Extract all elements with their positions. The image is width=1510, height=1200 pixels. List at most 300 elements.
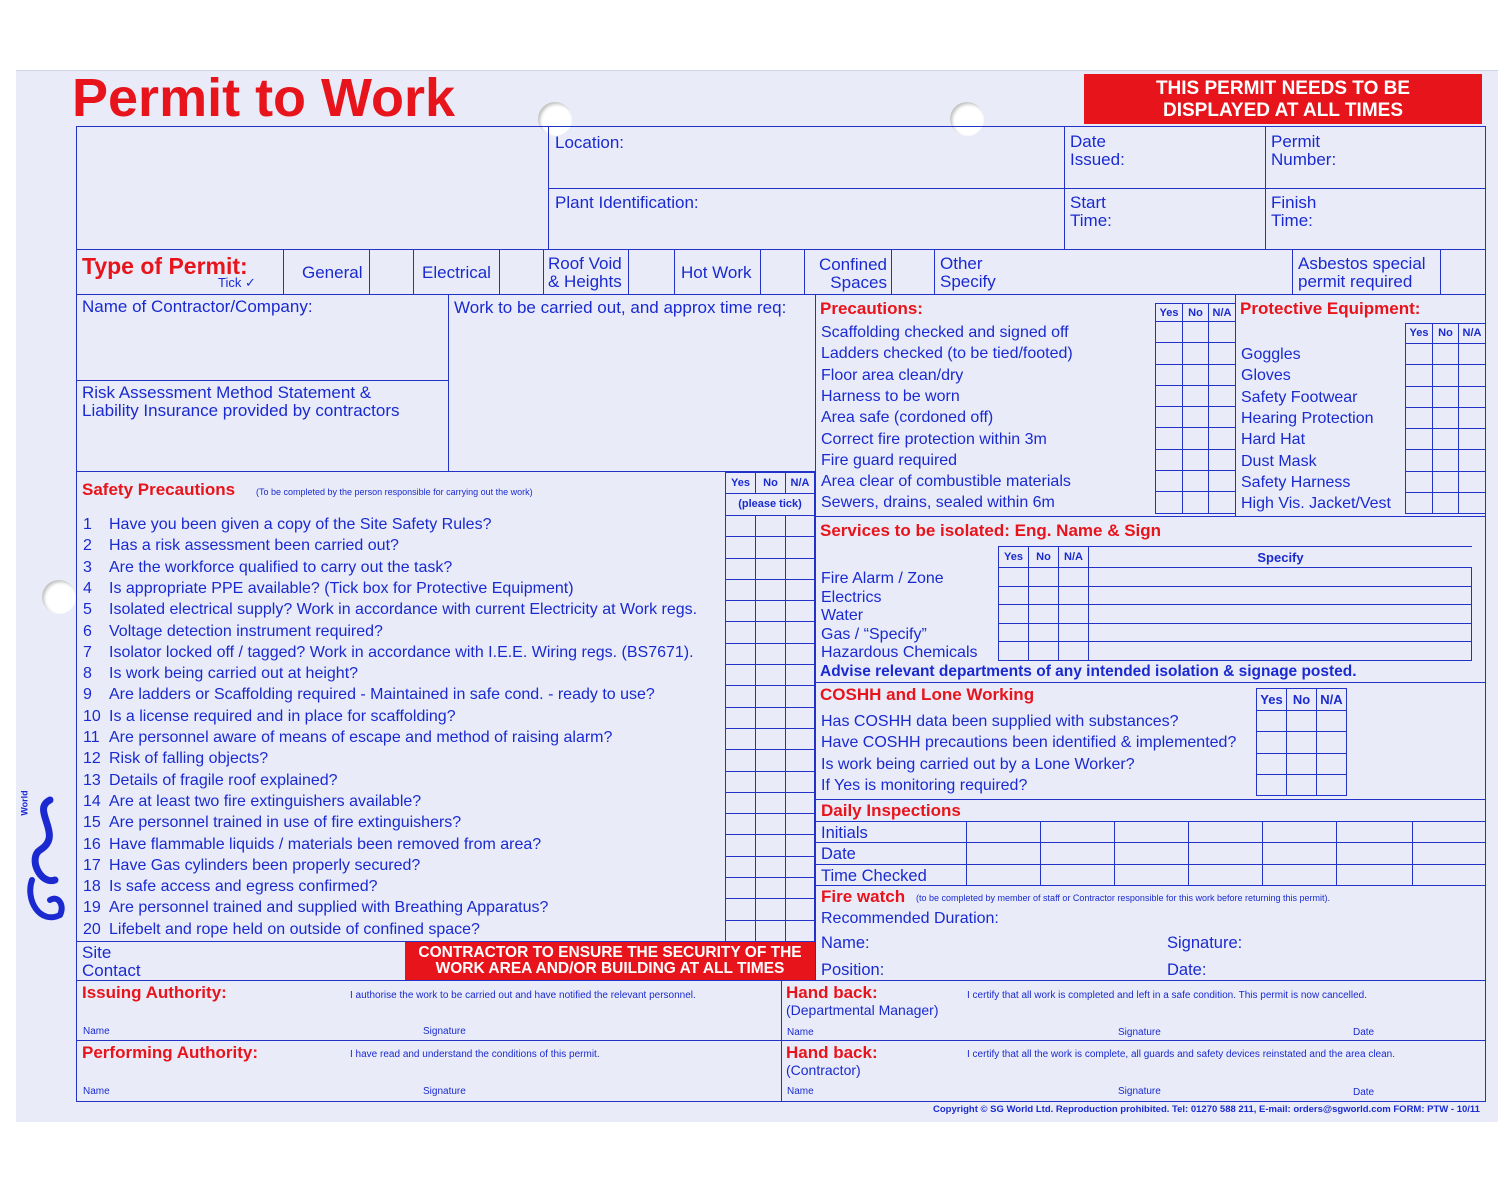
handback-manager-name-field[interactable]: Name	[787, 1027, 814, 1038]
tick-box[interactable]	[756, 857, 786, 878]
tick-box[interactable]	[726, 793, 756, 814]
tick-box[interactable]	[1406, 387, 1433, 408]
question-text: Are personnel trained and supplied with Breathing Apparatus?	[109, 899, 549, 917]
tick-box[interactable]	[1183, 343, 1209, 364]
column-divider	[1336, 821, 1337, 885]
performing-name-field[interactable]: Name	[83, 1086, 110, 1097]
display-banner	[1084, 74, 1482, 124]
tick-box[interactable]	[1156, 322, 1183, 343]
tick-box[interactable]	[756, 644, 786, 665]
tick-box[interactable]	[1209, 450, 1236, 471]
asbestos-line-2: permit required	[1298, 272, 1413, 291]
tick-box[interactable]	[726, 708, 756, 729]
inspection-cell[interactable]	[1040, 821, 1114, 842]
tick-box[interactable]	[1406, 493, 1433, 514]
tick-box[interactable]	[726, 537, 756, 558]
question-number: 12	[83, 750, 101, 768]
start-time-field[interactable]	[1070, 194, 1112, 230]
tick-box[interactable]	[756, 708, 786, 729]
tick-box[interactable]	[726, 686, 756, 707]
roof-void-line-1: Roof Void	[548, 254, 622, 273]
tick-box[interactable]	[1406, 429, 1433, 450]
tick-box[interactable]	[1406, 365, 1433, 386]
fire-watch-title: Fire watch	[821, 887, 906, 906]
tick-box[interactable]	[726, 857, 756, 878]
column-divider	[1040, 821, 1041, 885]
tick-box[interactable]	[786, 516, 815, 537]
tick-box[interactable]	[726, 622, 756, 643]
tick-box[interactable]	[1059, 568, 1089, 587]
tick-box[interactable]	[786, 750, 815, 771]
issuing-authority-statement: I authorise the work to be carried out and have notified the relevant personnel.	[350, 990, 696, 1001]
risk-line-1: Risk Assessment Method Statement &	[82, 383, 372, 402]
tick-box[interactable]	[1209, 386, 1236, 407]
tick-box[interactable]	[1459, 365, 1486, 386]
inspection-row-label: Date	[821, 845, 856, 864]
tick-box[interactable]	[1406, 450, 1433, 471]
tick-box[interactable]	[756, 899, 786, 920]
fire-watch-name-field[interactable]: Name:	[821, 934, 870, 952]
coshh-tickgrid	[1256, 688, 1347, 796]
question-text: Is a license required and in place for scaffolding?	[109, 707, 456, 725]
permit-type-confined-spaces	[812, 256, 887, 292]
tick-box[interactable]	[1029, 642, 1059, 661]
question-number: 15	[83, 814, 101, 832]
tick-box[interactable]	[756, 537, 786, 558]
safety-precautions-title: Safety Precautions	[82, 480, 236, 499]
tick-box[interactable]	[786, 686, 815, 707]
tick-box[interactable]	[1317, 754, 1347, 775]
ppe-item: Gloves	[1241, 367, 1291, 385]
tick-box[interactable]	[1433, 387, 1459, 408]
inspection-cell[interactable]	[1040, 842, 1114, 863]
tick-box[interactable]	[1029, 605, 1059, 624]
handback-manager-statement: I certify that all work is completed and left in a safe condition. This permit is now cancelled.	[967, 990, 1368, 1001]
tick-box[interactable]	[1183, 428, 1209, 449]
coshh-item: Has COSHH data been supplied with substances?	[821, 713, 1179, 730]
daily-inspections-title: Daily Inspections	[821, 801, 961, 820]
question-text: Are at least two fire extinguishers available?	[109, 792, 422, 810]
copyright-footer: Copyright © SG World Ltd. Reproduction prohibited. Tel: 01270 588 211, E-mail: orders@sgworld.com FORM: PTW - 10/11	[933, 1104, 1480, 1115]
tick-box[interactable]	[786, 644, 815, 665]
tick-box[interactable]	[1287, 732, 1317, 753]
tick-box[interactable]	[786, 921, 815, 942]
tick-box[interactable]	[726, 878, 756, 899]
security-warning-banner	[405, 942, 815, 980]
tick-box[interactable]	[999, 587, 1029, 606]
tick-box[interactable]	[1183, 386, 1209, 407]
risk-assessment-field[interactable]	[82, 384, 400, 420]
tick-box[interactable]	[756, 772, 786, 793]
question-text: Are the workforce qualified to carry out the task?	[109, 558, 453, 576]
tick-box[interactable]	[1209, 365, 1236, 386]
tick-box-confined-spaces[interactable]	[892, 250, 934, 293]
tick-box[interactable]	[756, 516, 786, 537]
issuing-signature-field[interactable]: Signature	[423, 1026, 466, 1037]
tick-box[interactable]	[786, 878, 815, 899]
tick-box[interactable]	[756, 580, 786, 601]
confined-line-2: Spaces	[830, 273, 887, 292]
tick-box[interactable]	[786, 814, 815, 835]
tick-box[interactable]	[756, 814, 786, 835]
specify-field[interactable]	[1089, 587, 1472, 606]
question-number: 14	[83, 792, 101, 810]
tick-box[interactable]	[726, 601, 756, 622]
tick-box[interactable]	[999, 605, 1029, 624]
question-number: 10	[83, 707, 101, 725]
tick-box[interactable]	[756, 601, 786, 622]
handback-manager-date-field[interactable]: Date	[1353, 1027, 1375, 1038]
question-number: 4	[83, 579, 92, 597]
tick-box[interactable]	[1406, 344, 1433, 365]
tick-box[interactable]	[756, 793, 786, 814]
precautions-tickgrid	[1155, 303, 1236, 514]
column-divider	[966, 821, 967, 885]
service-item: Water	[821, 607, 864, 625]
ppe-item: Safety Harness	[1241, 473, 1351, 491]
inspection-cell[interactable]	[1336, 864, 1412, 885]
coshh-item: Have COSHH precautions been identified & implemented?	[821, 734, 1237, 752]
tick-box[interactable]	[786, 835, 815, 856]
tick-box[interactable]	[726, 516, 756, 537]
tick-box[interactable]	[1433, 365, 1459, 386]
performing-authority-title: Performing Authority:	[82, 1043, 258, 1062]
specify-field[interactable]	[1089, 568, 1472, 587]
column-header: No	[1183, 304, 1209, 322]
tick-box[interactable]	[756, 729, 786, 750]
sg-world-logo	[20, 790, 70, 930]
site-contact-line-2: Contact	[82, 961, 141, 980]
tick-box[interactable]	[999, 642, 1029, 661]
inspection-cell[interactable]	[1412, 821, 1486, 842]
coshh-item: Is work being carried out by a Lone Worker?	[821, 755, 1135, 773]
tick-box[interactable]	[1433, 450, 1459, 471]
start-time-line-1: Start	[1070, 193, 1106, 212]
specify-field[interactable]	[1089, 624, 1472, 643]
issuing-name-field[interactable]: Name	[83, 1026, 110, 1037]
services-title: Services to be isolated: Eng. Name & Sign	[820, 521, 1162, 540]
tick-box-asbestos[interactable]	[1441, 250, 1485, 293]
column-header: Yes	[1257, 689, 1287, 711]
tick-box[interactable]	[726, 835, 756, 856]
tick-box[interactable]	[1059, 587, 1089, 606]
question-number: 3	[83, 558, 92, 576]
tick-box[interactable]	[1059, 624, 1089, 643]
tick-box[interactable]	[726, 644, 756, 665]
tick-box[interactable]	[1029, 587, 1059, 606]
column-divider	[1412, 821, 1413, 885]
inspection-cell[interactable]	[1262, 864, 1336, 885]
question-number: 17	[83, 856, 101, 874]
tick-box[interactable]	[1156, 386, 1183, 407]
tick-box[interactable]	[726, 665, 756, 686]
question-text: Risk of falling objects?	[109, 750, 269, 768]
inspection-cell[interactable]	[1262, 842, 1336, 863]
tick-box[interactable]	[1433, 493, 1459, 514]
tick-box[interactable]	[726, 729, 756, 750]
tick-box[interactable]	[1183, 407, 1209, 428]
precaution-item: Scaffolding checked and signed off	[821, 324, 1069, 341]
tick-box[interactable]	[756, 686, 786, 707]
tick-box[interactable]	[1317, 711, 1347, 732]
tick-box[interactable]	[1433, 472, 1459, 493]
tick-box[interactable]	[1209, 343, 1236, 364]
inspection-cell[interactable]	[1040, 864, 1114, 885]
tick-box[interactable]	[1287, 754, 1317, 775]
tick-box[interactable]	[1059, 605, 1089, 624]
inspection-cell[interactable]	[1412, 864, 1486, 885]
tick-box[interactable]	[1257, 775, 1287, 796]
precaution-item: Harness to be worn	[821, 387, 960, 405]
question-text: Are personnel aware of means of escape and method of raising alarm?	[109, 729, 613, 746]
tick-box[interactable]	[726, 750, 756, 771]
column-header: Yes	[1406, 324, 1433, 344]
question-number: 2	[83, 537, 92, 555]
column-header: No	[1029, 547, 1059, 568]
tick-box[interactable]	[1183, 365, 1209, 386]
services-grid	[998, 546, 1472, 661]
performing-signature-field[interactable]: Signature	[423, 1086, 466, 1097]
tick-box[interactable]	[786, 665, 815, 686]
tick-box[interactable]	[999, 568, 1029, 587]
tick-box[interactable]	[756, 835, 786, 856]
column-header: Yes	[999, 547, 1029, 568]
finish-time-line-2: Time:	[1271, 211, 1313, 230]
tick-box[interactable]	[756, 750, 786, 771]
service-item: Gas / “Specify”	[821, 625, 927, 643]
tick-box[interactable]	[1287, 711, 1317, 732]
question-text: Is safe access and egress confirmed?	[109, 878, 378, 896]
tick-box[interactable]	[1459, 493, 1486, 514]
tick-box[interactable]	[1183, 450, 1209, 471]
tick-box-hot-work[interactable]	[761, 250, 804, 293]
column-header: No	[1287, 689, 1317, 711]
tick-box[interactable]	[1459, 387, 1486, 408]
tick-box[interactable]	[726, 559, 756, 580]
inspection-cell[interactable]	[1336, 821, 1412, 842]
tick-box[interactable]	[1183, 492, 1209, 513]
question-number: 16	[83, 835, 101, 853]
tick-box[interactable]	[756, 878, 786, 899]
tick-box[interactable]	[999, 624, 1029, 643]
tick-hint: Tick ✓	[218, 275, 256, 290]
handback-contractor-name-field[interactable]: Name	[787, 1086, 814, 1097]
tick-box[interactable]	[1459, 344, 1486, 365]
tick-box[interactable]	[1156, 428, 1183, 449]
finish-time-line-1: Finish	[1271, 193, 1317, 212]
tick-box[interactable]	[1433, 344, 1459, 365]
tick-box[interactable]	[786, 537, 815, 558]
tick-box[interactable]	[1156, 407, 1183, 428]
tick-box[interactable]	[1156, 343, 1183, 364]
question-text: Have Gas cylinders been properly secured?	[109, 856, 421, 874]
tick-box[interactable]	[786, 793, 815, 814]
tick-box[interactable]	[786, 601, 815, 622]
tick-box[interactable]	[1459, 429, 1486, 450]
tick-box[interactable]	[756, 559, 786, 580]
please-tick-label: (please tick)	[726, 494, 815, 516]
permit-type-other-specify[interactable]	[940, 255, 996, 291]
handback-manager-signature-field[interactable]: Signature	[1118, 1027, 1161, 1038]
question-number: 19	[83, 899, 101, 917]
tick-box[interactable]	[786, 708, 815, 729]
service-item: Electrics	[821, 588, 882, 606]
coshh-title: COSHH and Lone Working	[820, 685, 1035, 704]
tick-box[interactable]	[786, 580, 815, 601]
performing-authority-statement: I have read and understand the conditions of this permit.	[350, 1049, 600, 1060]
specify-field[interactable]	[1089, 642, 1472, 661]
finish-time-field[interactable]	[1271, 194, 1316, 230]
tick-box[interactable]	[1433, 429, 1459, 450]
work-description-field[interactable]: Work to be carried out, and approx time req:	[454, 298, 787, 317]
warning-line-1: CONTRACTOR TO ENSURE THE SECURITY OF THE	[418, 944, 802, 961]
inspection-cell[interactable]	[1188, 821, 1262, 842]
tick-box[interactable]	[1459, 472, 1486, 493]
inspection-cell[interactable]	[966, 821, 1040, 842]
tick-box-general[interactable]	[370, 250, 413, 293]
tick-box-roof-void[interactable]	[629, 250, 674, 293]
inspection-cell[interactable]	[1114, 842, 1188, 863]
ppe-item: High Vis. Jacket/Vest	[1241, 495, 1391, 513]
specify-field[interactable]	[1089, 605, 1472, 624]
question-text: Have you been given a copy of the Site Safety Rules?	[109, 516, 492, 533]
type-of-permit-label: Type of Permit:	[82, 253, 248, 279]
precaution-item: Ladders checked (to be tied/footed)	[821, 345, 1073, 363]
risk-line-2: Liability Insurance provided by contractors	[82, 401, 400, 420]
fire-watch-date-field[interactable]: Date:	[1167, 961, 1207, 979]
logo-world-text: World	[19, 790, 30, 816]
tick-box[interactable]	[786, 729, 815, 750]
tick-box[interactable]	[786, 857, 815, 878]
question-text: Isolator locked off / tagged? Work in accordance with I.E.E. Wiring regs. (BS7671).	[109, 643, 694, 661]
inspection-cell[interactable]	[1114, 864, 1188, 885]
recommended-duration-field[interactable]: Recommended Duration:	[821, 910, 999, 927]
tick-box[interactable]	[1459, 450, 1486, 471]
tick-box[interactable]	[1059, 642, 1089, 661]
safety-precautions-note: (To be completed by the person responsible for carrying out the work)	[256, 487, 533, 497]
inspection-cell[interactable]	[1336, 842, 1412, 863]
inspection-cell[interactable]	[966, 842, 1040, 863]
site-contact-field[interactable]	[82, 944, 141, 980]
plant-identification-field[interactable]: Plant Identification:	[555, 193, 699, 212]
handback-contractor-date-field[interactable]: Date	[1353, 1087, 1375, 1098]
question-text: Has a risk assessment been carried out?	[109, 537, 399, 555]
tick-box[interactable]	[1183, 322, 1209, 343]
inspection-row-label: Initials	[821, 824, 868, 842]
warning-line-2: WORK AREA AND/OR BUILDING AT ALL TIMES	[435, 960, 785, 977]
safety-tickgrid	[725, 472, 815, 942]
question-number: 8	[83, 665, 92, 683]
tick-box[interactable]	[756, 665, 786, 686]
inspection-cell[interactable]	[1262, 821, 1336, 842]
tick-box[interactable]	[1183, 471, 1209, 492]
tick-box[interactable]	[786, 899, 815, 920]
fire-watch-position-field[interactable]: Position:	[821, 961, 885, 979]
tick-box[interactable]	[1209, 407, 1236, 428]
tick-box[interactable]	[726, 580, 756, 601]
location-field[interactable]: Location:	[555, 133, 624, 152]
tick-box[interactable]	[786, 559, 815, 580]
inspection-cell[interactable]	[1188, 864, 1262, 885]
asbestos-line-1: Asbestos special	[1298, 254, 1426, 273]
tick-box[interactable]	[1156, 365, 1183, 386]
inspection-cell[interactable]	[1412, 842, 1486, 863]
inspection-cell[interactable]	[1114, 821, 1188, 842]
question-number: 13	[83, 771, 101, 789]
service-item: Hazardous Chemicals	[821, 644, 978, 662]
ppe-item: Dust Mask	[1241, 452, 1317, 470]
fire-watch-note: (to be completed by member of staff or Contractor responsible for this work before returning this permit).	[916, 893, 1331, 903]
tick-box[interactable]	[1029, 624, 1059, 643]
tick-box[interactable]	[726, 772, 756, 793]
inspection-cell[interactable]	[966, 864, 1040, 885]
tick-box[interactable]	[1287, 775, 1317, 796]
start-time-line-2: Time:	[1070, 211, 1112, 230]
tick-box[interactable]	[786, 622, 815, 643]
handback-contractor-statement: I certify that all the work is complete, all guards and safety devices reinstated and the area clean.	[967, 1049, 1396, 1060]
tick-box[interactable]	[756, 622, 786, 643]
tick-box[interactable]	[726, 899, 756, 920]
site-contact-line-1: Site	[82, 943, 112, 962]
issuing-authority-title: Issuing Authority:	[82, 983, 227, 1002]
question-number: 6	[83, 622, 92, 640]
tick-box[interactable]	[1257, 754, 1287, 775]
tick-box[interactable]	[1406, 472, 1433, 493]
tick-box[interactable]	[1156, 450, 1183, 471]
tick-box[interactable]	[1209, 428, 1236, 449]
question-number: 1	[83, 516, 92, 533]
tick-box[interactable]	[1257, 732, 1287, 753]
protective-equipment-title: Protective Equipment:	[1240, 299, 1421, 318]
question-text: Are personnel trained in use of fire extinguishers?	[109, 814, 462, 832]
tick-box[interactable]	[786, 772, 815, 793]
tick-box[interactable]	[1209, 471, 1236, 492]
specify-header: Specify	[1089, 547, 1472, 568]
question-number: 9	[83, 686, 92, 704]
tick-box[interactable]	[726, 814, 756, 835]
tick-box[interactable]	[1317, 775, 1347, 796]
permit-number-field[interactable]	[1271, 133, 1336, 169]
inspection-cell[interactable]	[1188, 842, 1262, 863]
tick-box[interactable]	[1257, 711, 1287, 732]
question-text: Details of fragile roof explained?	[109, 771, 338, 789]
tick-box[interactable]	[1406, 408, 1433, 429]
tick-box[interactable]	[726, 921, 756, 942]
tick-box[interactable]	[1317, 732, 1347, 753]
ppe-item: Hearing Protection	[1241, 409, 1374, 427]
punch-hole	[42, 580, 76, 614]
tick-box[interactable]	[1433, 408, 1459, 429]
handback-contractor-signature-field[interactable]: Signature	[1118, 1086, 1161, 1097]
other-line-1: Other	[940, 254, 983, 273]
ppe-item: Goggles	[1241, 346, 1301, 363]
contractor-name-field[interactable]: Name of Contractor/Company:	[82, 297, 313, 316]
date-issued-field[interactable]	[1070, 133, 1125, 169]
fire-watch-signature-field[interactable]: Signature:	[1167, 934, 1243, 952]
coshh-item: If Yes is monitoring required?	[821, 776, 1028, 794]
handback-contractor-sub: (Contractor)	[786, 1062, 861, 1078]
tick-box[interactable]	[1459, 408, 1486, 429]
banner-line-1: THIS PERMIT NEEDS TO BE	[1155, 78, 1411, 99]
tick-box-electrical[interactable]	[500, 250, 543, 293]
tick-box[interactable]	[1209, 322, 1236, 343]
tick-box[interactable]	[1209, 492, 1236, 513]
tick-box[interactable]	[1029, 568, 1059, 587]
column-header: Yes	[1156, 304, 1183, 322]
tick-box[interactable]	[1156, 492, 1183, 513]
tick-box[interactable]	[756, 921, 786, 942]
tick-box[interactable]	[1156, 471, 1183, 492]
